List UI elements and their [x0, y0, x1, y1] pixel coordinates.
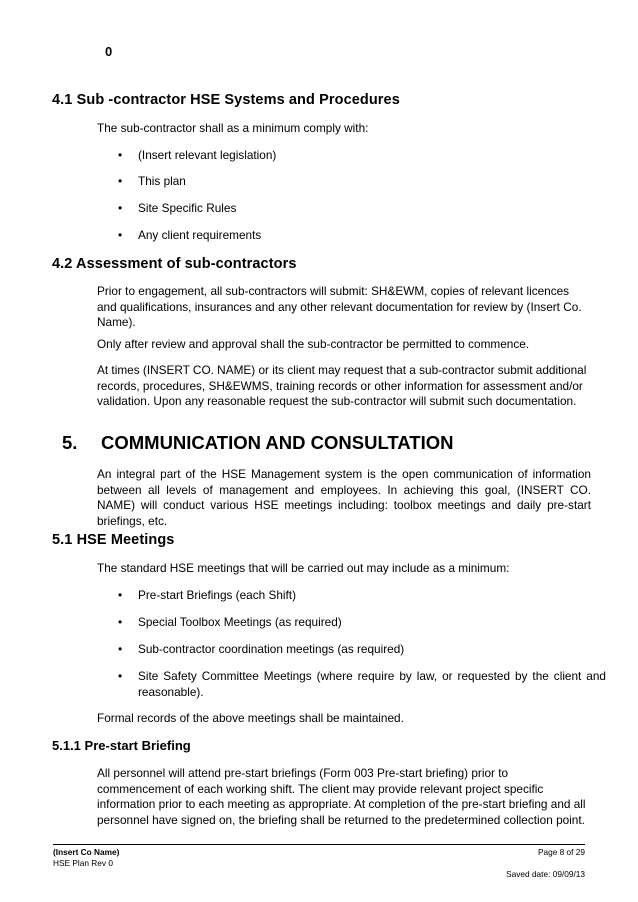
heading-5: COMMUNICATION AND CONSULTATION — [101, 432, 454, 453]
heading-4-1: 4.1 Sub -contractor HSE Systems and Procedures — [52, 92, 400, 108]
bullet-icon: • — [118, 201, 123, 215]
bullet-icon: • — [118, 174, 123, 188]
footer-company: (Insert Co Name) — [53, 847, 120, 857]
sec-4-2-paragraph-2: Only after review and approval shall the sub-contractor be permitted to commence. — [97, 337, 530, 351]
heading-4-2: 4.2 Assessment of sub-contractors — [52, 256, 297, 272]
sec-4-2-paragraph-1: Prior to engagement, all sub-contractors will submit: SH&EWM, copies of relevant licences and qualifications, insurances and any other relevant documentation for review by (Insert Co. Name). — [97, 284, 582, 330]
footer-page-number: Page 8 of 29 — [537, 847, 585, 857]
sec-4-1-intro: The sub-contractor shall as a minimum comply with: — [97, 121, 369, 135]
bullet-icon: • — [118, 642, 123, 656]
list-item: • (Insert relevant legislation) — [118, 148, 277, 162]
bullet-icon: • — [118, 148, 123, 162]
footer-divider — [53, 844, 585, 845]
bullet-icon: • — [118, 228, 123, 242]
list-item: • This plan — [118, 174, 186, 188]
list-item: • Pre-start Briefings (each Shift) — [118, 588, 297, 602]
sec-5-1-1-paragraph: All personnel will attend pre-start briefings (Form 003 Pre-start briefing) prior to commencement of each working shift. The client may provide relevant project specific information prior to each meeting as appropriate. At completion of the pre-start briefing and all personnel have signed on, the briefing shall be returned to the predetermined collection point. — [97, 766, 586, 827]
list-item: • Site Safety Committee Meetings (where require by law, or requested by the client and reasonable). — [118, 669, 606, 699]
footer-plan: HSE Plan Rev 0 — [53, 858, 113, 868]
section-5-number: 5. — [62, 432, 78, 453]
sec-5-paragraph: An integral part of the HSE Management system is the open communication of information between all levels of management and employees. In achieving this goal, (INSERT CO. NAME) will conduct various HSE meetings including: toolbox meetings and daily pre-start briefings, etc. — [97, 467, 591, 528]
bullet-icon: • — [118, 588, 123, 602]
sec-5-1-intro: The standard HSE meetings that will be carried out may include as a minimum: — [97, 561, 510, 575]
heading-5-1-1: 5.1.1 Pre-start Briefing — [52, 738, 191, 753]
footer-saved-date: Saved date: 09/09/13 — [506, 869, 585, 879]
list-item: • Sub-contractor coordination meetings (as required) — [118, 642, 405, 656]
sec-4-2-paragraph-3: At times (INSERT CO. NAME) or its client may request that a sub-contractor submit additional records, procedures, SH&EWMS, training records or other information for assessment and/or validation. Upon any reasonable request the sub-contractor will submit such documentation. — [97, 363, 587, 409]
list-item: • Any client requirements — [118, 228, 262, 242]
page-marker: 0 — [105, 44, 113, 59]
sec-5-1-closing: Formal records of the above meetings shall be maintained. — [97, 711, 404, 725]
bullet-icon: • — [118, 615, 123, 629]
list-item: • Special Toolbox Meetings (as required) — [118, 615, 342, 629]
heading-5-1: 5.1 HSE Meetings — [52, 532, 175, 548]
bullet-icon: • — [118, 669, 123, 683]
list-item: • Site Specific Rules — [118, 201, 237, 215]
